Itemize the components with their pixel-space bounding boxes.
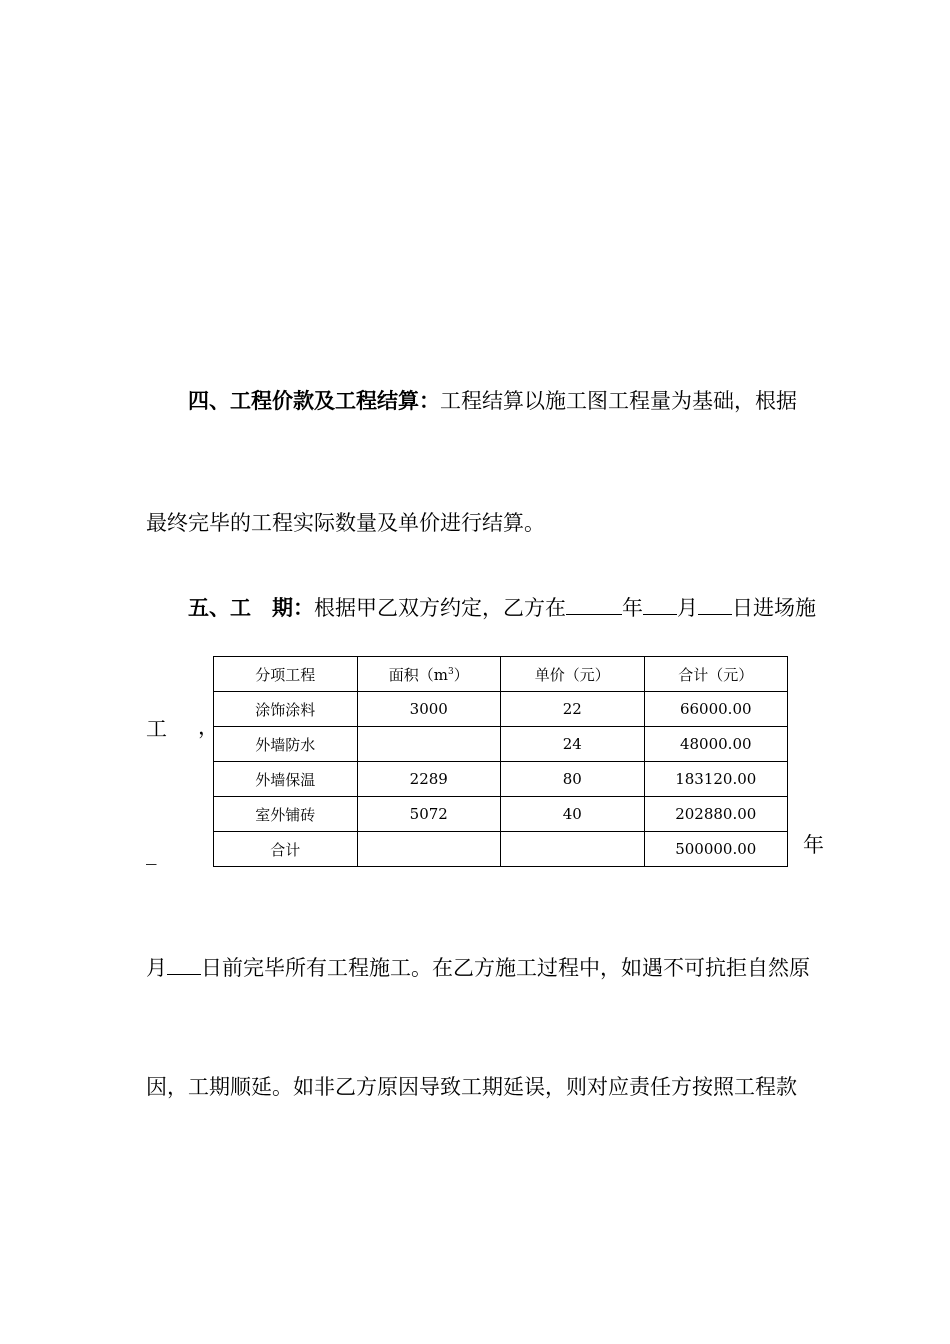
cell-area: 3000 — [357, 692, 501, 727]
table-total-row — [214, 832, 788, 867]
header-item: 分项工程 — [214, 657, 358, 692]
line2-month: 月 — [146, 956, 167, 980]
fragment-comma: ， — [198, 715, 219, 739]
cell-unit-price: 40 — [501, 797, 645, 832]
cell-unit-price: 24 — [501, 727, 645, 762]
section4-heading: 四、工程价款及工程结算： — [188, 388, 440, 413]
cell-unit-price: 22 — [501, 692, 645, 727]
cell-item: 室外铺砖 — [214, 797, 358, 832]
table-row — [214, 692, 788, 727]
cell-area: 5072 — [357, 797, 501, 832]
month-blank — [643, 592, 677, 615]
section5-year: 年 — [622, 596, 643, 620]
section5-day-text: 日进场施 — [732, 596, 816, 620]
cell-total: 48000.00 — [644, 727, 788, 762]
table-header-row — [214, 657, 788, 692]
header-unit-price: 单价（元） — [501, 657, 645, 692]
section4-line2: 最终完毕的工程实际数量及单价进行结算。 — [146, 511, 545, 535]
cell-total: 202880.00 — [644, 797, 788, 832]
section5-heading: 五、工 期： — [188, 595, 314, 620]
cell-area: 2289 — [357, 762, 501, 797]
header-total: 合计（元） — [644, 657, 788, 692]
cell-item: 外墙防水 — [214, 727, 358, 762]
section4-line1 — [146, 386, 892, 416]
section5-text-a: 根据甲乙双方约定，乙方在 — [314, 596, 566, 620]
section5-line2 — [146, 952, 850, 983]
header-area: 面积$(m^3)$ — [357, 657, 501, 692]
section5-line3: 因，工期顺延。如非乙方原因导致工期延误，则对应责任方按照工程款 — [146, 1075, 797, 1099]
cell-unit-price — [501, 832, 645, 867]
cost-table — [213, 656, 788, 867]
fragment-year: 年 — [803, 833, 824, 857]
cell-area — [357, 832, 501, 867]
cell-area — [357, 727, 501, 762]
year-blank — [566, 592, 622, 615]
cell-unit-price: 80 — [501, 762, 645, 797]
cell-item: 外墙保温 — [214, 762, 358, 797]
cell-total: 500000.00 — [644, 832, 788, 867]
table-row — [214, 762, 788, 797]
table-row — [214, 797, 788, 832]
day-blank — [698, 592, 732, 615]
table-row — [214, 727, 788, 762]
section5-line1 — [146, 592, 892, 623]
cell-total: 66000.00 — [644, 692, 788, 727]
section5-month: 月 — [677, 596, 698, 620]
line2-rest: 日前完毕所有工程施工。在乙方施工过程中，如遇不可抗拒自然原 — [201, 956, 810, 980]
fragment-gong: 工 — [146, 717, 167, 741]
month-blank-2 — [167, 952, 201, 975]
fragment-dash: _ — [146, 841, 157, 865]
cell-item: 涂饰涂料 — [214, 692, 358, 727]
section4-text1: 工程结算以施工图工程量为基础，根据 — [440, 389, 797, 413]
cell-total: 183120.00 — [644, 762, 788, 797]
cell-item: 合计 — [214, 832, 358, 867]
